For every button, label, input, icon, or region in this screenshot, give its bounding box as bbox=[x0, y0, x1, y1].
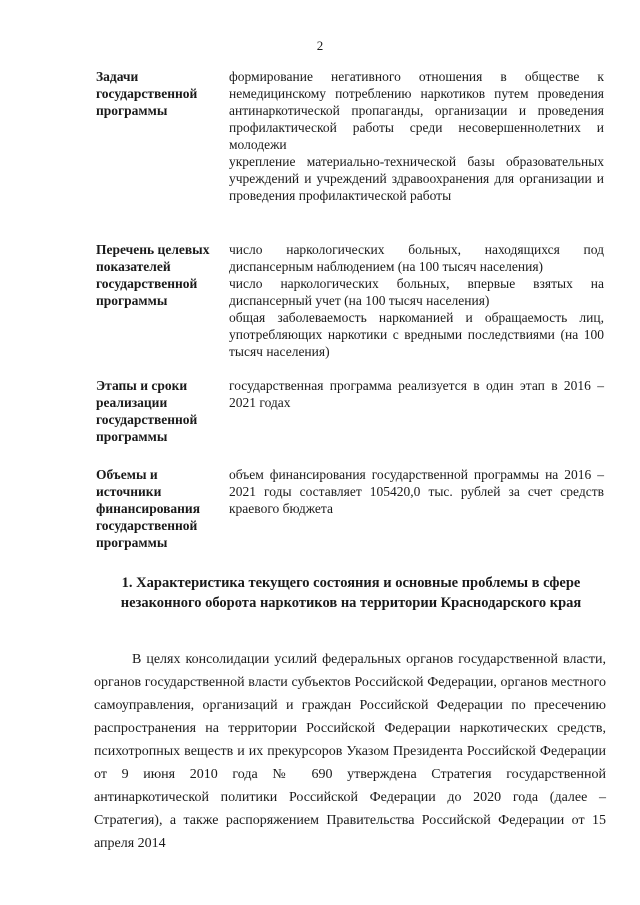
passport-item: число наркологических больных, находящихся под диспансерным наблюдением (на 100 тысяч населения) bbox=[229, 242, 604, 274]
passport-item: формирование негативного отношения в обществе к немедицинскому потреблению наркотиков путем проведения антинаркотической пропаганды, организации и проведения профилактической работы среди несовершеннолетних и молодежи bbox=[229, 69, 604, 152]
passport-item: объем финансирования государственной программы на 2016 – 2021 годы составляет 105420,0 тыс. рублей за счет средств краевого бюджета bbox=[229, 467, 604, 516]
passport-content-stages bbox=[229, 377, 604, 411]
passport-content-tasks bbox=[229, 68, 604, 204]
passport-content-indicators bbox=[229, 241, 604, 360]
passport-item: число наркологических больных, впервые взятых на диспансерный учет (на 100 тысяч населения) bbox=[229, 276, 604, 308]
section-heading: 1. Характеристика текущего состояния и основные проблемы в сфере незаконного оборота наркотиков на территории Краснодарского края bbox=[120, 575, 582, 611]
passport-label-funding: Объемы и источники финансирования государственной программы bbox=[96, 467, 201, 550]
passport-item: укрепление материально-технической базы образовательных учреждений и учреждений здравоохранения для организации и проведения профилактической работы bbox=[229, 154, 604, 203]
passport-label-indicators: Перечень целевых показателей государственной программы bbox=[96, 242, 210, 308]
passport-label-stages: Этапы и сроки реализации государственной программы bbox=[96, 378, 198, 444]
page-number: 2 bbox=[316, 38, 324, 53]
passport-item: государственная программа реализуется в один этап в 2016 – 2021 годах bbox=[229, 378, 604, 410]
section-paragraph: В целях консолидации усилий федеральных органов государственной власти, органов государственной власти субъектов Российской Федерации, органов местного самоуправления, организаций и граждан Российской Федерации по пресечению распространения на территории Российской Федерации наркотических средств, психотропных веществ и их прекурсоров Указом Президента Российской Федерации от 9 июня 2010 года № 690 утверждена Стратегия государственной антинаркотической политики Российской Федерации до 2020 года (далее – Стратегия), а также распоряжением Правительства Российской Федерации от 15 апреля 2014 bbox=[94, 652, 606, 851]
passport-item: общая заболеваемость наркоманией и обращаемость лиц, употребляющих наркотики с вредными последствиями (на 100 тысяч населения) bbox=[229, 310, 604, 359]
passport-label-tasks: Задачи государственной программы bbox=[96, 69, 198, 118]
passport-content-funding bbox=[229, 466, 604, 517]
